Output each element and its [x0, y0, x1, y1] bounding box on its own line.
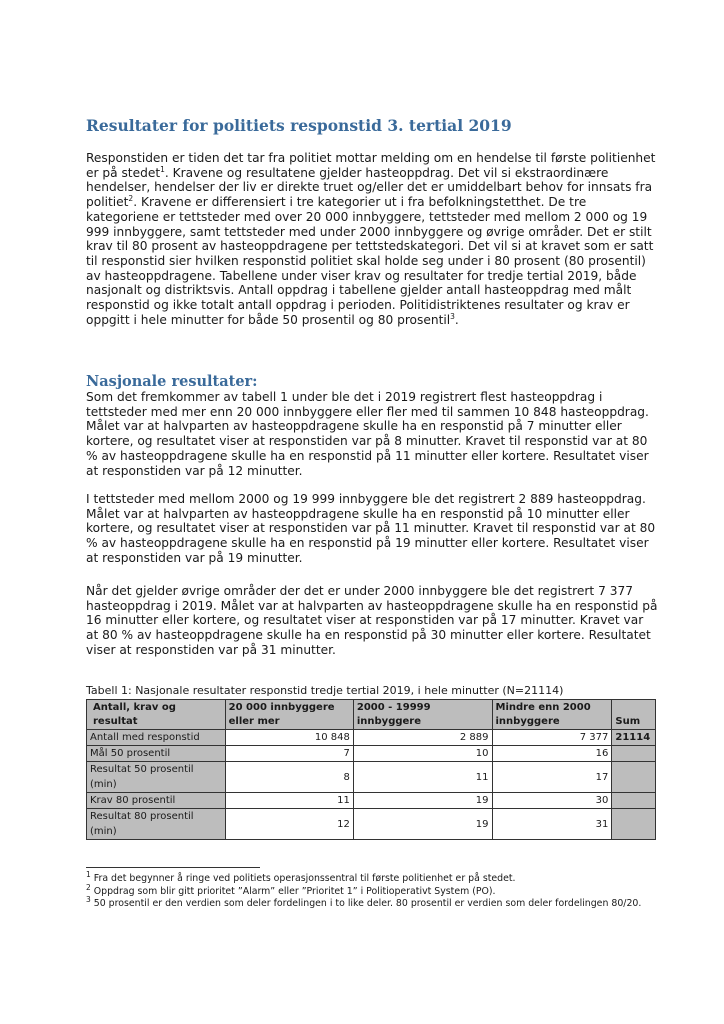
paragraph-text: Når det gjelder øvrige områder der det er under 2000 innbyggere ble det registrert 7 377 hasteoppdrag i 2019. Målet var at halvparten av hasteoppdragene skulle ha en responstid på 16 minutter eller kortere, og resultatet viser at responstiden var på 17 minutter. Kravet var at 80 % av hasteoppdragene skulle ha en responstid på 30 minutter eller kortere. Resultatet viser at responstiden var på 31 minutter.: [86, 584, 658, 657]
header-cell: Sum: [612, 700, 656, 730]
section-heading: Nasjonale resultater:: [86, 373, 258, 390]
table-row: [87, 793, 656, 809]
sum-cell: [612, 746, 656, 762]
page-title: Resultater for politiets responstid 3. tertial 2019: [86, 116, 512, 135]
paragraph-text: I tettsteder med mellom 2000 og 19 999 innbyggere ble det registrert 2 889 hasteoppdrag. Målet var at halvparten av hasteoppdragene skulle ha en responstid på 10 minutter eller kortere, og resultatet viser at responstiden var på 11 minutter. Kravet til responstid var at 80 % av hasteoppdragene skulle ha en responstid på 19 minutter eller kortere. Resultatet viser at responstiden var på 19 minutter.: [86, 492, 656, 565]
footnote-divider: [86, 867, 260, 868]
table-cell: 19: [353, 793, 492, 809]
table-caption: Tabell 1: Nasjonale resultater responstid tredje tertial 2019, i hele minutter (N=21114): [86, 684, 564, 697]
header-cell: 20 000 innbyggere eller mer: [225, 700, 353, 730]
sum-cell: [612, 762, 656, 793]
table-header-row: [87, 700, 656, 730]
body-paragraph: [86, 390, 658, 478]
table-cell: 11: [225, 793, 353, 809]
sum-cell: [612, 793, 656, 809]
footnote-number: 1: [86, 869, 91, 879]
header-cell: Mindre enn 2000 innbyggere: [492, 700, 612, 730]
row-label: Resultat 50 prosentil (min): [87, 762, 226, 793]
footnote: [86, 895, 658, 911]
header-cell: 2000 - 19999 innbyggere: [353, 700, 492, 730]
table-cell: 8: [225, 762, 353, 793]
footnote: [86, 869, 658, 886]
table-row: [87, 746, 656, 762]
table-cell: 7: [225, 746, 353, 762]
sum-cell: [612, 809, 656, 840]
intro-text-3: . Kravene er differensiert i tre kategorier ut i fra befolkningstetthet. De tre kategoriene er tettsteder med over 20 000 innbyggere, tettsteder med mellom 2 000 og 19 999 innbyggere, samt tettsteder med under 2000 innbyggere og øvrige områder. Det er stilt krav til 80 prosent av hasteoppdragene per tettstedskategori. Det vil si at kravet som er satt til responstid sier hvilken responstid politiet skal holde seg under i 80 prosent (80 prosentil) av hasteoppdragene. Tabellene under viser krav og resultater for tredje tertial 2019, både nasjonalt og distriktsvis. Antall oppdrag i tabellene gjelder antall hasteoppdrag med målt responstid og ikke totalt antall oppdrag i perioden. Politidistriktenes resultater og krav er oppgitt i hele minutter for både 50 prosentil og 80 prosentil: [86, 195, 654, 327]
footnote-text: Fra det begynner å ringe ved politiets operasjonssentral til første politienhet er på stedet.: [90, 873, 516, 884]
table-cell: 10 848: [225, 730, 353, 746]
table-row: [87, 730, 656, 746]
intro-paragraph: [86, 151, 658, 327]
row-label: Mål 50 prosentil: [87, 746, 226, 762]
intro-text-1: Responstiden er tiden det tar fra politiet mottar melding om en hendelse til første politienhet er på stedet: [86, 151, 656, 180]
header-cell: Antall, krav og resultat: [87, 700, 226, 730]
table-row: [87, 809, 656, 840]
table-cell: 2 889: [353, 730, 492, 746]
table-cell: 11: [353, 762, 492, 793]
table-cell: 31: [492, 809, 612, 840]
table-cell: 16: [492, 746, 612, 762]
footnote-ref-1[interactable]: 1: [160, 164, 165, 174]
table-cell: 7 377: [492, 730, 612, 746]
table-cell: 12: [225, 809, 353, 840]
footnote-ref-2[interactable]: 2: [128, 194, 134, 204]
intro-text-4: .: [454, 312, 459, 327]
intro-text-2: . Kravene og resultatene gjelder hasteoppdrag. Det vil si ekstraordinære hendelser, hendelser der liv er direkte truet og/eller det er umiddelbart behov for innsats fra politiet: [86, 165, 653, 210]
sum-cell: 21114: [612, 730, 656, 746]
table-cell: 30: [492, 793, 612, 809]
body-paragraph: [86, 492, 658, 566]
footnote: [86, 882, 658, 899]
row-label: Krav 80 prosentil: [87, 793, 226, 809]
footnote-ref-3[interactable]: 3: [450, 311, 455, 321]
footnotes: [86, 869, 658, 911]
row-label: Antall med responstid: [87, 730, 226, 746]
paragraph-text: Som det fremkommer av tabell 1 under ble det i 2019 registrert flest hasteoppdrag i tettsteder med mer enn 20 000 innbyggere eller fler med til sammen 10 848 hasteoppdrag. Målet var at halvparten av hasteoppdragene skulle ha en responstid på 7 minutter eller kortere, og resultatet viser at responstiden var på 8 minutter. Kravet til responstid var at 80 % av hasteoppdragene skulle ha en responstid på 11 minutter eller kortere. Resultatet viser at responstiden var på 12 minutter.: [86, 390, 649, 478]
table-cell: 10: [353, 746, 492, 762]
footnote-number: 3: [86, 895, 91, 905]
table-cell: 19: [353, 809, 492, 840]
footnote-number: 2: [86, 882, 91, 892]
table-cell: 17: [492, 762, 612, 793]
body-paragraph: [86, 584, 658, 658]
results-table: [86, 699, 656, 840]
table-row: [87, 762, 656, 793]
footnote-text: Oppdrag som blir gitt prioritet ”Alarm” eller ”Prioritet 1” i Politioperativt System (PO).: [90, 885, 496, 897]
row-label: Resultat 80 prosentil (min): [87, 809, 226, 840]
footnote-text: 50 prosentil er den verdien som deler fordelingen i to like deler. 80 prosentil er verdien som deler fordelingen 80/20.: [90, 898, 642, 910]
